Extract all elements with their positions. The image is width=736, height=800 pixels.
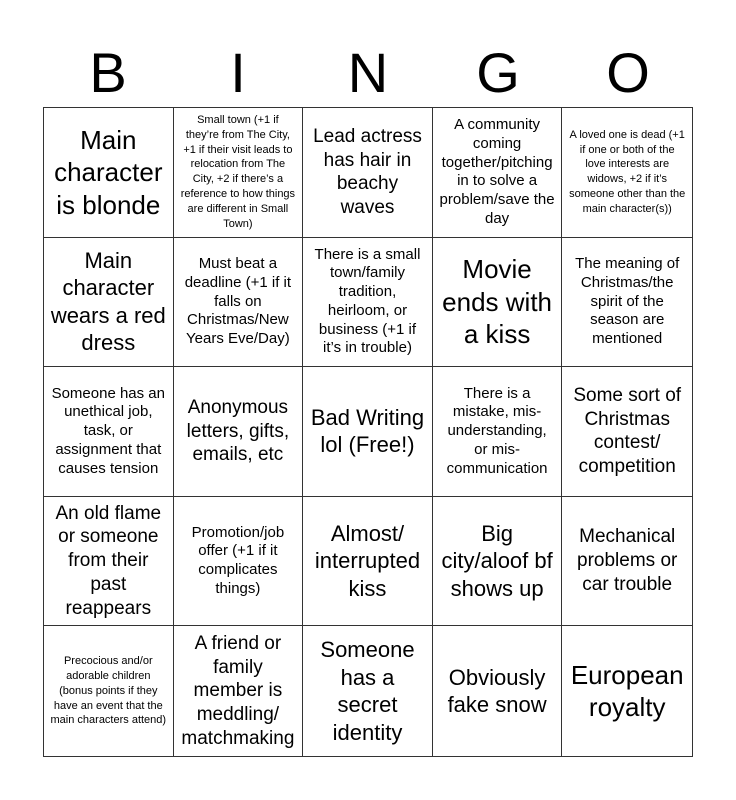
cell-text: European royalty (570, 659, 684, 723)
header-letter-o: O (606, 41, 650, 104)
cell-text: Obviously fake snow (447, 664, 547, 718)
cell-text: An old flame or someone from their past reappears (55, 502, 162, 619)
bingo-cell[interactable] (174, 108, 304, 238)
header-letter-g: G (476, 41, 520, 104)
bingo-cell[interactable] (174, 626, 304, 756)
cell-text: The meaning of Christmas/the spirit of the season are mentioned (575, 255, 680, 348)
bingo-cell[interactable] (433, 367, 563, 497)
bingo-cell[interactable] (562, 367, 692, 497)
cell-text: Bad Writing lol (Free!) (310, 404, 425, 458)
bingo-cell[interactable] (562, 108, 692, 238)
cell-text: Precocious and/or adorable children (bonus points if they have an event that the main characters attend) (50, 655, 167, 727)
cell-text: Main character wears a red dress (50, 247, 166, 356)
bingo-cell[interactable] (433, 497, 563, 627)
cell-text: Big city/aloof bf shows up (441, 520, 553, 601)
bingo-board (43, 107, 693, 757)
bingo-cell[interactable] (174, 497, 304, 627)
bingo-cell[interactable] (433, 238, 563, 368)
cell-text: Someone has an unethical job, task, or assignment that causes tension (51, 384, 165, 477)
cell-text: Small town (+1 if they’re from The City, +1 if their visit leads to relocation from The City, +2 if there’s a reference to how things are different in Small Town) (180, 113, 296, 230)
bingo-cell[interactable] (303, 626, 433, 756)
bingo-cell[interactable] (562, 497, 692, 627)
bingo-cell[interactable] (433, 626, 563, 756)
cell-text: Main character is blonde (54, 124, 163, 220)
cell-text: Movie ends with a kiss (442, 254, 553, 350)
bingo-cell[interactable] (174, 238, 304, 368)
bingo-cell[interactable] (44, 238, 174, 368)
cell-text: Mechanical problems or car trouble (577, 526, 678, 595)
cell-text: Anonymous letters, gifts, emails, etc (186, 396, 290, 466)
bingo-cell[interactable] (303, 497, 433, 627)
bingo-cell[interactable] (433, 108, 563, 238)
cell-text: Must beat a deadline (+1 if it falls on Christmas/New Years Eve/Day) (184, 255, 292, 348)
cell-text: Lead actress has hair in beachy waves (313, 125, 422, 219)
cell-text: Almost/ interrupted kiss (314, 520, 421, 601)
bingo-cell[interactable] (44, 497, 174, 627)
bingo-cell[interactable] (303, 238, 433, 368)
bingo-cell[interactable] (303, 108, 433, 238)
bingo-cell[interactable] (44, 626, 174, 756)
free-space-cell[interactable] (303, 367, 433, 497)
bingo-cell[interactable] (44, 367, 174, 497)
cell-text: A loved one is dead (+1 if one or both of the love interests are widows, +2 if it’s someone other than the main character(s)) (569, 128, 686, 215)
cell-text: A friend or family member is meddling/ matchmaking (181, 632, 295, 749)
cell-text: Some sort of Christmas contest/ competition (573, 384, 682, 478)
header-letter-b: B (89, 41, 127, 104)
cell-text: Someone has a secret identity (320, 637, 415, 745)
bingo-cell[interactable] (562, 626, 692, 756)
bingo-cell[interactable] (44, 108, 174, 238)
cell-text: A community coming together/pitching in to solve a problem/save the day (439, 116, 555, 227)
header-letter-i: I (230, 41, 246, 104)
header-letter-n: N (347, 41, 389, 104)
bingo-header (43, 40, 693, 106)
cell-text: There is a mistake, mis-understanding, or mis-communication (446, 384, 548, 477)
bingo-cell[interactable] (174, 367, 304, 497)
cell-text: Promotion/job offer (+1 if it complicates things) (191, 523, 285, 597)
cell-text: There is a small town/family tradition, heirloom, or business (+1 if it’s in trouble) (314, 245, 421, 357)
bingo-cell[interactable] (562, 238, 692, 368)
